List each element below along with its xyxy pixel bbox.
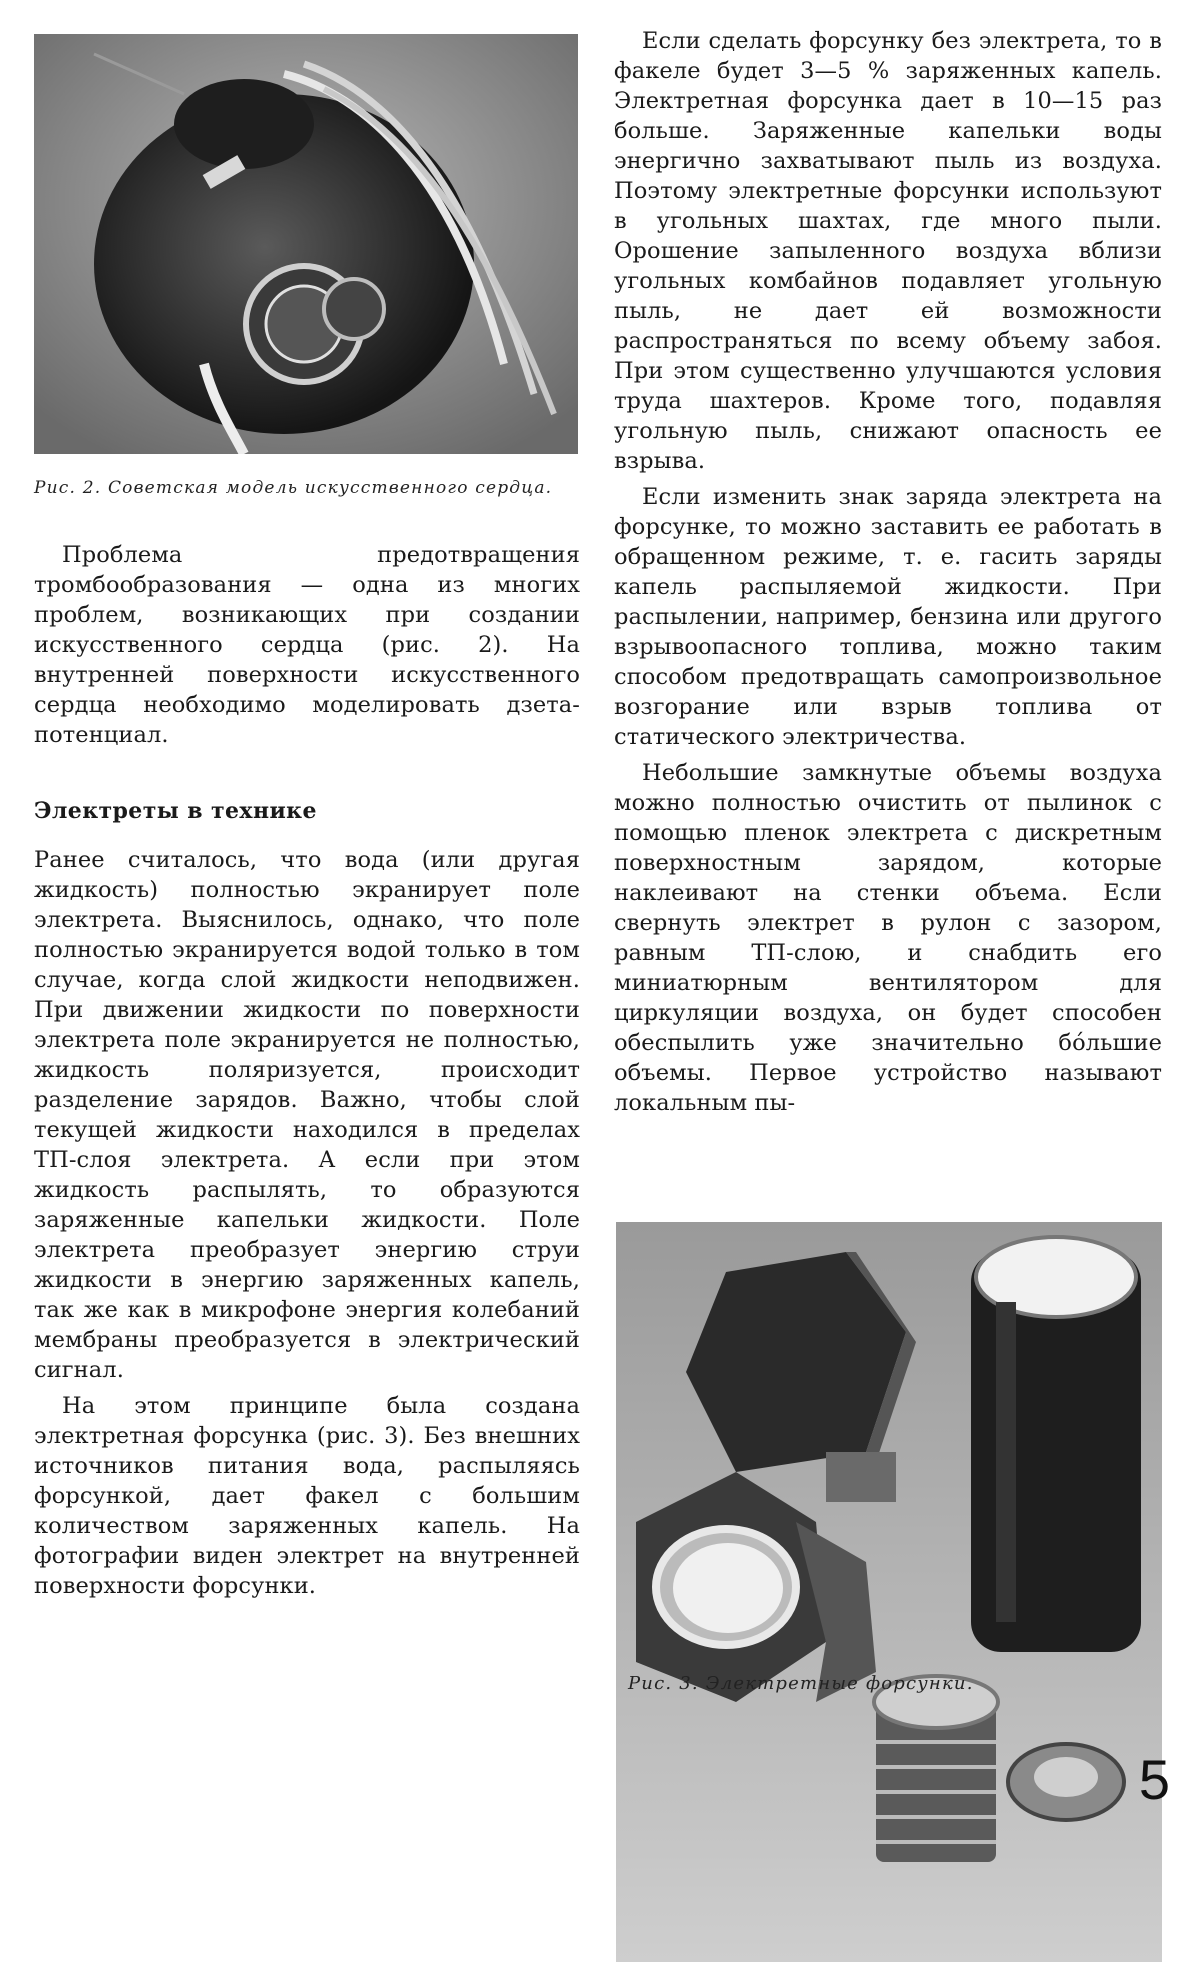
- right-paragraph-2: Если изменить знак заряда электрета на форсунке, то можно заставить ее работать в обращенном режиме, т. е. гасить заряды капель распыляемой жидкости. При распылении, например, бензина или другого взрывоопасного топлива, можно таким способом предотвращать самопроизвольное возгорание или взрыв топлива от статического электричества.: [614, 484, 1162, 750]
- right-paragraph-3: Небольшие замкнутые объемы воздуха можно полностью очистить от пылинок с помощью пленок электрета с дискретным поверхностным зарядом, которые наклеивают на стенки объема. Если свернуть электрет в рулон с зазором, равным ТП-слою, и снабдить его миниатюрным вентилятором для циркуляции воздуха, он будет способен обеспылить уже значительно бо́льшие объемы. Первое устройство называют локальным пы-: [614, 760, 1162, 1116]
- left-column-upper: [34, 540, 580, 750]
- page-number: 5: [1138, 1748, 1170, 1811]
- left-paragraph-1: Проблема предотвращения тромбообразования — одна из многих проблем, возникающих при создании искусственного сердца (рис. 2). На внутренней поверхности искусственного сердца необходимо моделировать дзета-потенциал.: [34, 542, 580, 748]
- artificial-heart-image: [34, 34, 578, 454]
- left-paragraph-3: На этом принципе была создана электретная форсунка (рис. 3). Без внешних источников питания вода, распыляясь форсункой, дает факел с большим количеством заряженных капель. На фотографии виден электрет на внутренней поверхности форсунки.: [34, 1393, 580, 1599]
- figure-2-caption: Рис. 2. Советская модель искусственного сердца.: [34, 478, 553, 498]
- left-paragraph-2: Ранее считалось, что вода (или другая жидкость) полностью экранирует поле электрета. Выяснилось, однако, что поле полностью экранируется водой только в том случае, когда слой жидкости неподвижен. При движении жидкости по поверхности электрета поле экранируется не полностью, жидкость поляризуется, происходит разделение зарядов. Важно, чтобы слой текущей жидкости находился в пределах ТП-слоя электрета. А если при этом жидкость распылять, то образуются заряженные капельки жидкости. Поле электрета преобразует энергию струи жидкости в энергию заряженных капель, так же как в микрофоне энергия колебаний мембраны преобразуется в электрический сигнал.: [34, 847, 580, 1383]
- figure-2-photo: [34, 34, 578, 454]
- left-column-lower: [34, 845, 580, 1601]
- right-paragraph-1: Если сделать форсунку без электрета, то в факеле будет 3—5 % заряженных капель. Электретная форсунка дает в 10—15 раз больше. Заряженные капельки воды энергично захватывают пыль из воздуха. Поэтому электретные форсунки используют в угольных шахтах, где много пыли. Орошение запыленного воздуха вблизи угольных комбайнов подавляет угольную пыль, не дает ей возможности распространяться по всему объему забоя. При этом существенно улучшаются условия труда шахтеров. Кроме того, подавляя угольную пыль, снижают опасность ее взрыва.: [614, 28, 1162, 474]
- section-heading: Электреты в технике: [34, 798, 317, 824]
- figure-3-photo: [616, 1222, 1162, 1962]
- electret-nozzles-image: [616, 1222, 1162, 1962]
- figure-3-caption: Рис. 3. Электретные форсунки.: [628, 1673, 974, 1694]
- right-column-text: [614, 26, 1162, 1118]
